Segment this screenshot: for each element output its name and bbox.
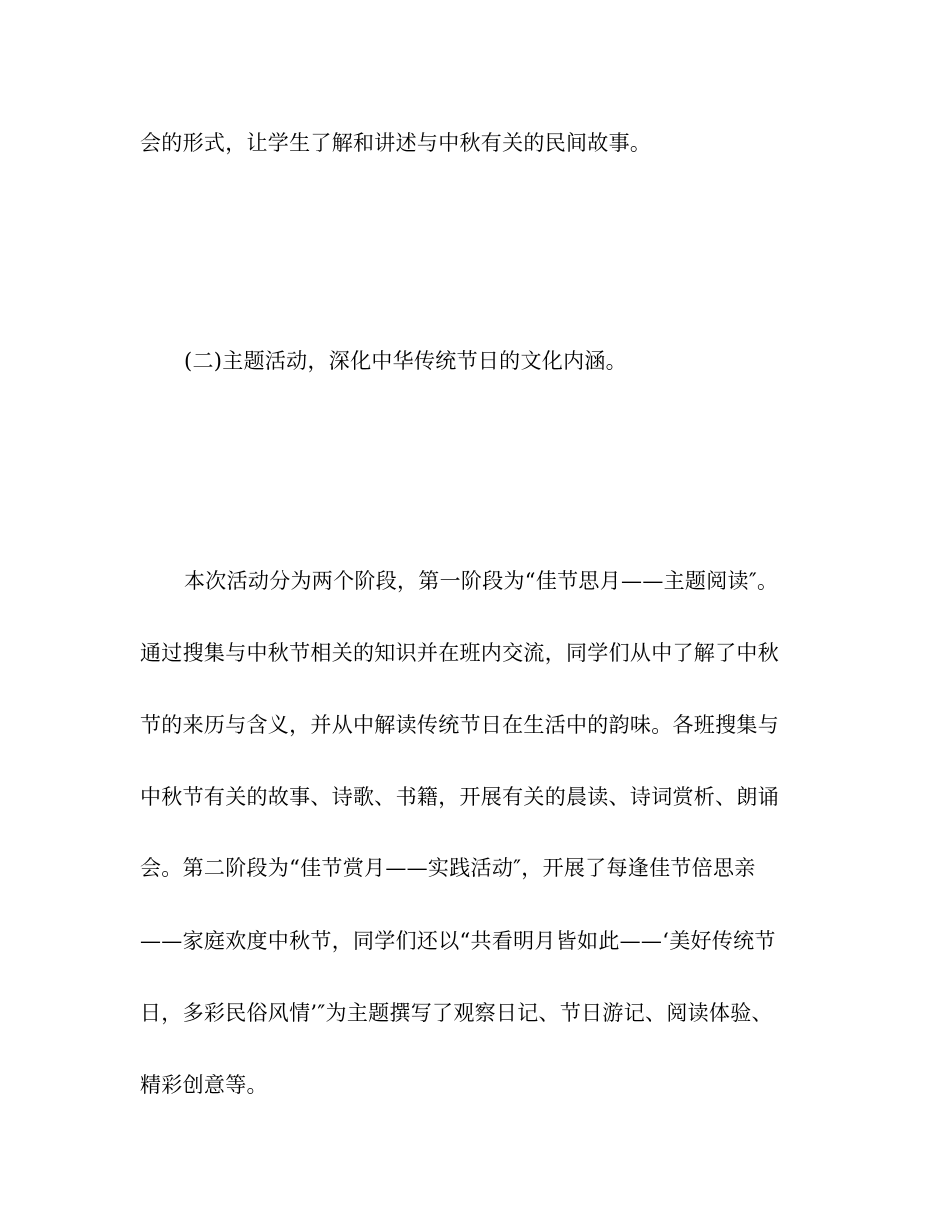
paragraph-line: 节的来历与含义，并从中解读传统节日在生活中的韵味。各班搜集与: [140, 713, 779, 737]
paragraph-line: 会。第二阶段为“佳节赏月——实践活动″，开展了每逢佳节倍思亲: [140, 856, 756, 880]
paragraph-line: 通过搜集与中秋节相关的知识并在班内交流，同学们从中了解了中秋: [140, 641, 779, 665]
paragraph-continuation-line: 会的形式，让学生了解和讲述与中秋有关的民间故事。: [140, 131, 652, 155]
paragraph-line: 本次活动分为两个阶段，第一阶段为“佳节思月——主题阅读″。: [184, 569, 779, 593]
paragraph-line: 日，多彩民俗风情’″为主题撰写了观察日记、节日游记、阅读体验、: [140, 1001, 773, 1025]
paragraph-line: ——家庭欢度中秋节，同学们还以“共看明月皆如此——‘美好传统节: [140, 929, 776, 953]
section-heading: (二)主题活动，深化中华传统节日的文化内涵。: [184, 349, 627, 373]
paragraph-line: 精彩创意等。: [140, 1073, 268, 1097]
paragraph-line: 中秋节有关的故事、诗歌、书籍，开展有关的晨读、诗词赏析、朗诵: [140, 785, 779, 809]
